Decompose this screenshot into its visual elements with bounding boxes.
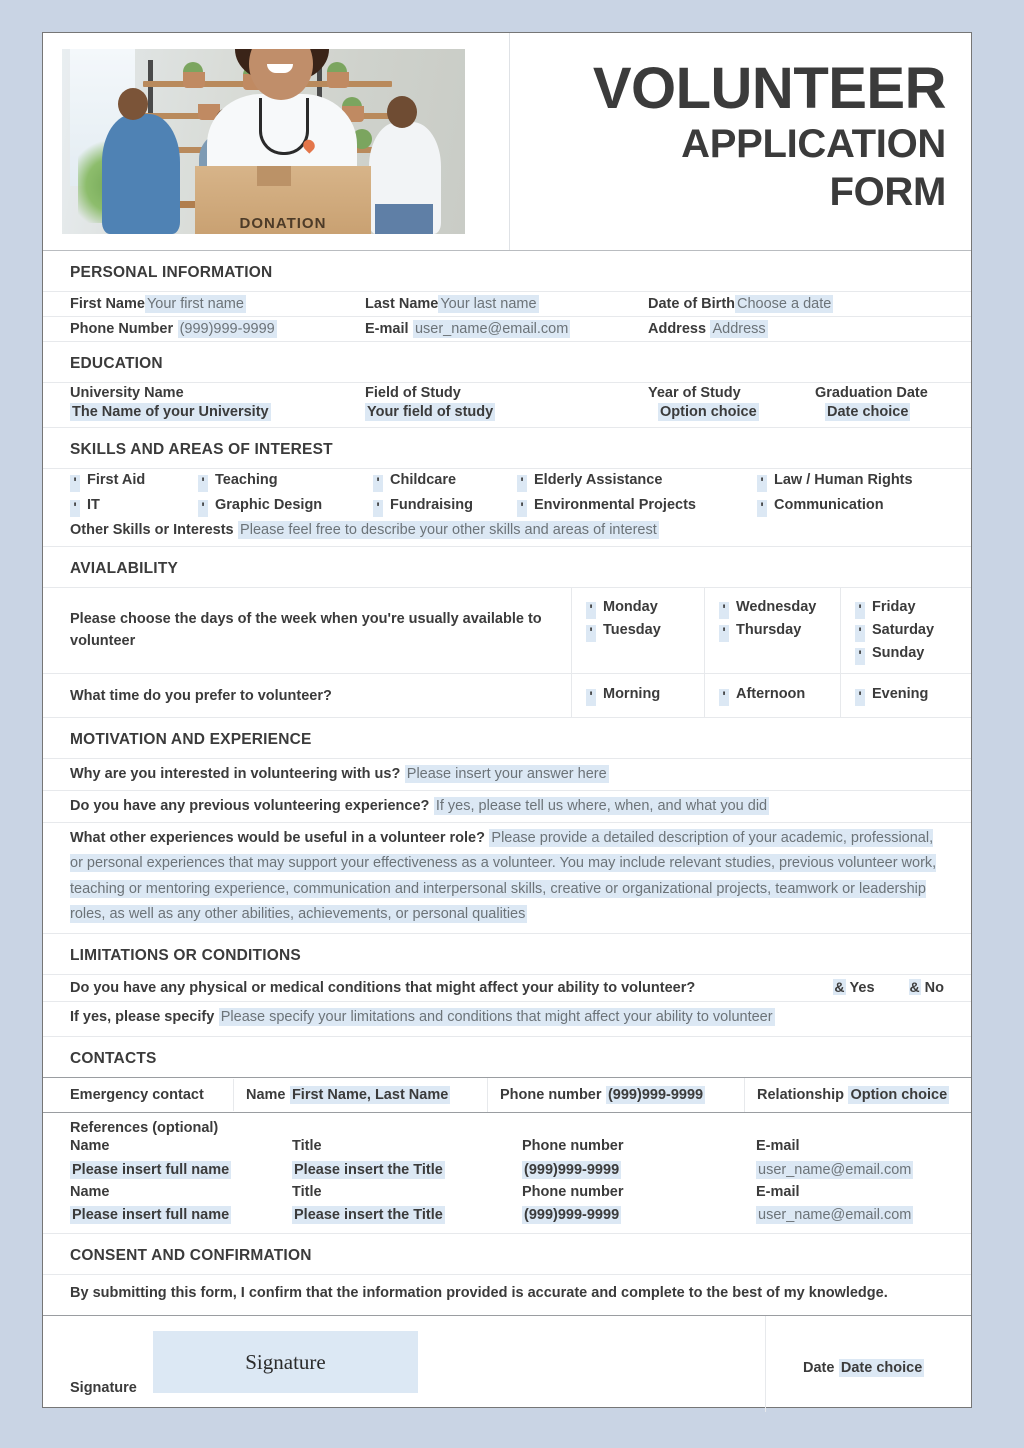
phone-number-input[interactable]: (999)999-9999	[179, 321, 275, 337]
checkbox-icon[interactable]	[517, 500, 527, 517]
date-of-birth-input[interactable]: Choose a date	[737, 296, 832, 312]
last-name-label: Last Name	[365, 296, 439, 312]
checkbox-icon[interactable]	[719, 602, 729, 619]
checkbox-icon[interactable]	[586, 689, 596, 706]
graduation-date-input[interactable]: Date choice	[827, 404, 909, 420]
emergency-relationship-select[interactable]: Option choice	[850, 1086, 948, 1103]
skill-childcare[interactable]	[373, 471, 517, 492]
time-label: Evening	[872, 686, 929, 702]
checkbox-icon[interactable]	[757, 500, 767, 517]
field-of-study-input[interactable]: Your field of study	[367, 404, 494, 420]
first-name-input[interactable]: Your first name	[146, 296, 244, 312]
reference-1-name-input[interactable]: Please insert full name	[72, 1161, 230, 1178]
section-heading-contacts: CONTACTS	[70, 1049, 157, 1067]
motivation-q2-label: Do you have any previous volunteering experience?	[70, 797, 430, 814]
section-heading-availability: AVIALABILITY	[43, 547, 971, 588]
emergency-relationship-label: Relationship	[757, 1086, 845, 1103]
limitations-specify-row	[43, 1002, 971, 1037]
emergency-contact-label: Emergency contact	[43, 1079, 234, 1111]
limitations-radio-yes[interactable]	[833, 979, 908, 997]
emergency-phone-input[interactable]: (999)999-9999	[607, 1086, 704, 1103]
day-label: Tuesday	[603, 622, 661, 638]
form-subtitle-line1: APPLICATION	[681, 121, 946, 166]
reference-name-header: Name	[70, 1137, 110, 1154]
section-heading-education: EDUCATION	[43, 342, 971, 383]
date-input[interactable]: Date choice	[840, 1360, 923, 1377]
day-label: Sunday	[872, 645, 925, 661]
skill-label: First Aid	[87, 472, 146, 488]
section-heading-limitations: LIMITATIONS OR CONDITIONS	[43, 934, 971, 975]
motivation-question-1	[43, 759, 971, 791]
phone-number-group	[70, 320, 365, 338]
checkbox-icon[interactable]	[373, 475, 383, 492]
skill-label: Law / Human Rights	[774, 472, 913, 488]
checkbox-icon[interactable]	[517, 475, 527, 492]
days-column-1	[571, 588, 704, 673]
motivation-question-3	[43, 823, 971, 934]
day-label: Saturday	[872, 622, 935, 638]
reference-title-header: Title	[292, 1137, 322, 1154]
references-row-1	[43, 1158, 971, 1182]
skill-graphic-design[interactable]	[198, 496, 373, 517]
header-image-cell	[43, 33, 510, 250]
day-wednesday[interactable]	[719, 596, 840, 619]
limitations-question-label: Do you have any physical or medical conditions that might affect your ability to volunteer?	[70, 979, 696, 996]
checkbox-icon[interactable]	[855, 625, 865, 642]
skill-label: Communication	[774, 497, 884, 513]
skill-label: Elderly Assistance	[534, 472, 663, 488]
availability-time-question: What time do you prefer to volunteer?	[70, 687, 332, 704]
skills-row-1	[43, 469, 971, 494]
references-headers-row-2	[43, 1182, 971, 1204]
limitations-specify-input[interactable]: Please specify your limitations and conditions that might affect your ability to volunteer	[220, 1008, 773, 1025]
form-header	[43, 33, 971, 251]
motivation-q3-label: What other experiences would be useful in a volunteer role?	[70, 829, 485, 846]
signature-box-text: Signature	[245, 1349, 326, 1374]
emergency-name-input[interactable]: First Name, Last Name	[291, 1086, 449, 1103]
section-heading-personal-information: PERSONAL INFORMATION	[43, 251, 971, 292]
date-of-birth-group	[648, 295, 971, 313]
references-headers-row-1	[43, 1136, 971, 1158]
checkbox-icon[interactable]	[719, 625, 729, 642]
university-name-label: University Name	[70, 385, 184, 401]
volunteers-photo	[62, 49, 465, 234]
day-saturday[interactable]	[855, 619, 971, 642]
date-label: Date	[803, 1360, 835, 1377]
other-skills-input[interactable]: Please feel free to describe your other skills and areas of interest	[240, 522, 657, 538]
motivation-q1-label: Why are you interested in volunteering with us?	[70, 766, 401, 782]
year-of-study-select[interactable]: Option choice	[660, 404, 757, 420]
reference-email-header: E-mail	[756, 1137, 800, 1154]
other-skills-label: Other Skills or Interests	[70, 522, 234, 538]
checkbox-icon[interactable]	[586, 625, 596, 642]
checkbox-icon[interactable]	[855, 648, 865, 665]
limitations-question-row	[43, 975, 971, 1002]
day-label: Monday	[603, 599, 658, 615]
reference-title-header: Title	[292, 1183, 322, 1200]
emergency-relationship-group	[745, 1078, 971, 1112]
reference-2-email-input[interactable]: user_name@email.com	[758, 1207, 912, 1224]
time-option-morning[interactable]	[571, 674, 704, 717]
form-document	[42, 32, 972, 1408]
reference-phone-header: Phone number	[522, 1137, 624, 1154]
consent-statement: By submitting this form, I confirm that the information provided is accurate and complete to the best of my knowledge.	[70, 1285, 888, 1302]
references-title: References (optional)	[70, 1119, 219, 1136]
reference-1-email-input[interactable]: user_name@email.com	[758, 1161, 912, 1178]
skill-law-human-rights[interactable]	[757, 471, 971, 492]
skill-label: Teaching	[215, 472, 278, 488]
donation-box-label: DONATION	[239, 215, 327, 232]
skill-environmental-projects[interactable]	[517, 496, 757, 517]
checkbox-icon[interactable]	[198, 500, 208, 517]
limitations-specify-label: If yes, please specify	[70, 1008, 215, 1025]
address-group	[648, 320, 971, 338]
phone-number-label: Phone Number	[70, 321, 174, 337]
emergency-phone-label: Phone number	[500, 1086, 602, 1103]
availability-days-row	[43, 588, 971, 674]
emergency-contact-row	[43, 1077, 971, 1113]
signature-label: Signature	[70, 1380, 137, 1397]
availability-days-question: Please choose the days of the week when you're usually available to volunteer	[70, 611, 542, 649]
email-label: E-mail	[365, 321, 409, 337]
reference-email-header: E-mail	[756, 1183, 800, 1200]
first-name-label: First Name	[70, 296, 145, 312]
reference-2-title-input[interactable]: Please insert the Title	[294, 1207, 443, 1224]
date-cell	[766, 1316, 971, 1412]
radio-icon[interactable]	[909, 979, 921, 995]
personal-row-2	[43, 317, 971, 342]
reference-phone-header: Phone number	[522, 1183, 624, 1200]
section-heading-consent: CONSENT AND CONFIRMATION	[43, 1234, 971, 1275]
last-name-input[interactable]: Your last name	[440, 296, 537, 312]
section-heading-skills: SKILLS AND AREAS OF INTEREST	[43, 428, 971, 469]
day-label: Wednesday	[736, 599, 817, 615]
education-labels-row	[43, 383, 971, 401]
email-group	[365, 320, 648, 338]
checkbox-icon[interactable]	[586, 602, 596, 619]
checkbox-icon[interactable]	[373, 500, 383, 517]
checkbox-icon[interactable]	[198, 475, 208, 492]
reference-2-name-input[interactable]: Please insert full name	[72, 1207, 230, 1224]
days-column-3	[840, 588, 971, 673]
reference-2-phone-input[interactable]: (999)999-9999	[524, 1207, 620, 1224]
checkbox-icon[interactable]	[70, 475, 80, 492]
skill-label: Environmental Projects	[534, 497, 696, 513]
address-label: Address	[648, 321, 707, 337]
skill-teaching[interactable]	[198, 471, 373, 492]
last-name-group	[365, 295, 648, 313]
skill-fundraising[interactable]	[373, 496, 517, 517]
reference-1-title-input[interactable]: Please insert the Title	[294, 1161, 443, 1178]
motivation-question-2	[43, 791, 971, 823]
limitations-yes-label: Yes	[849, 979, 875, 996]
days-column-2	[704, 588, 840, 673]
checkbox-icon[interactable]	[719, 689, 729, 706]
graduation-date-label: Graduation Date	[815, 385, 928, 401]
emergency-name-group	[234, 1078, 488, 1112]
day-friday[interactable]	[855, 596, 971, 619]
time-option-evening[interactable]	[840, 674, 971, 717]
university-name-input[interactable]: The Name of your University	[72, 404, 269, 420]
day-monday[interactable]	[586, 596, 704, 619]
motivation-q3-input[interactable]: Please provide a detailed description of your academic, professional, or personal experiences that may support your effectiveness as a volunteer. You may include relevant studies, previous volunteer work, teaching or mentoring experience, communication and interpersonal skills, creative or organizational projects, teamwork or leadership roles, as well as any other abilities, achievements, or personal qualities	[70, 829, 937, 923]
checkbox-icon[interactable]	[757, 475, 767, 492]
reference-1-phone-input[interactable]: (999)999-9999	[524, 1161, 620, 1178]
skill-communication[interactable]	[757, 496, 971, 517]
form-title: VOLUNTEER	[592, 56, 946, 121]
day-sunday[interactable]	[855, 642, 971, 665]
checkbox-icon[interactable]	[70, 500, 80, 517]
skill-label: Graphic Design	[215, 497, 323, 513]
date-of-birth-label: Date of Birth	[648, 296, 735, 312]
day-thursday[interactable]	[719, 619, 840, 642]
signature-cell	[43, 1316, 766, 1412]
form-subtitle-line2: FORM	[829, 169, 946, 214]
emergency-phone-group	[488, 1078, 745, 1112]
motivation-q1-input[interactable]: Please insert your answer here	[406, 766, 607, 782]
section-heading-motivation: MOTIVATION AND EXPERIENCE	[43, 718, 971, 759]
time-label: Afternoon	[736, 686, 806, 702]
checkbox-icon[interactable]	[855, 689, 865, 706]
other-skills-row	[43, 519, 971, 547]
motivation-q2-input[interactable]: If yes, please tell us where, when, and what you did	[435, 797, 768, 814]
limitations-no-label: No	[924, 979, 944, 996]
day-tuesday[interactable]	[586, 619, 704, 642]
checkbox-icon[interactable]	[855, 602, 865, 619]
signature-input[interactable]	[153, 1331, 418, 1393]
skill-label: Childcare	[390, 472, 457, 488]
day-label: Friday	[872, 599, 916, 615]
skill-label: Fundraising	[390, 497, 473, 513]
field-of-study-label: Field of Study	[365, 385, 461, 401]
year-of-study-label: Year of Study	[648, 385, 741, 401]
skill-it[interactable]	[70, 496, 198, 517]
skill-elderly-assistance[interactable]	[517, 471, 757, 492]
signature-row	[43, 1315, 971, 1412]
time-label: Morning	[603, 686, 661, 702]
limitations-radio-no[interactable]	[909, 979, 944, 997]
header-title-cell	[510, 33, 971, 250]
radio-icon[interactable]	[833, 979, 845, 995]
availability-time-row	[43, 674, 971, 718]
address-input[interactable]: Address	[712, 321, 766, 337]
references-row-2	[43, 1203, 971, 1234]
day-label: Thursday	[736, 622, 802, 638]
email-input[interactable]: user_name@email.com	[414, 321, 569, 337]
personal-row-1	[43, 292, 971, 317]
first-name-group	[70, 295, 365, 313]
emergency-name-label: Name	[246, 1086, 286, 1103]
skill-first-aid[interactable]	[70, 471, 198, 492]
skill-label: IT	[87, 497, 100, 513]
reference-name-header: Name	[70, 1183, 110, 1200]
education-values-row	[43, 401, 971, 428]
time-option-afternoon[interactable]	[704, 674, 840, 717]
skills-row-2	[43, 494, 971, 519]
